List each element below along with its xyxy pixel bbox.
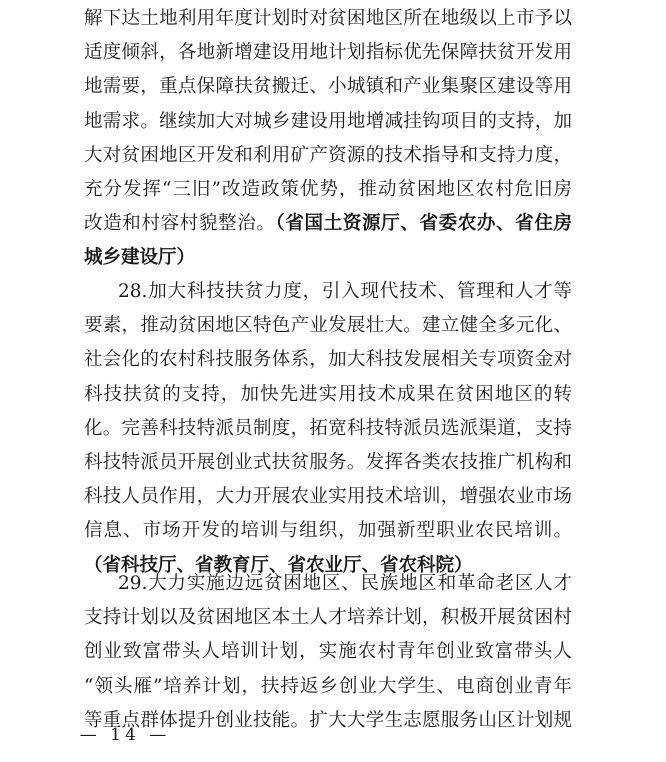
text-line: 信息、市场开发的培训与组织，加强新型职业农民培训。 [84,520,572,542]
responsible-agencies: （省国土资源厅、省委农办、省住房 [275,213,572,235]
text-line: 社会化的农村科技服务体系，加大科技发展相关专项资金对 [84,349,572,371]
text-line: 充分发挥“三旧”改造政策优势，推动贫困地区农村危旧房 [84,178,572,200]
text-line-mixed [84,207,572,241]
text-line: 地需要，重点保障扶贫搬迁、小城镇和产业集聚区建设等用 [84,76,572,98]
text-line: 等重点群体提升创业技能。扩大大学生志愿服务山区计划规 [84,709,572,731]
paragraph-28 [84,275,572,583]
text-line: 大对贫困地区开发和利用矿产资源的技术指导和支持力度， [84,144,572,166]
text-line: 创业致富带头人培训计划，实施农村青年创业致富带头人 [84,641,572,663]
paragraph-29 [84,567,572,738]
responsible-agencies-continued: 城乡建设厅） [84,247,196,269]
text-line: “领头雁”培养计划，扶持返乡创业大学生、电商创业青年 [84,675,572,697]
text-line: 化。完善科技特派员制度，拓宽科技特派员选派渠道，支持 [84,417,572,439]
text-line: 地需求。继续加大对城乡建设用地增减挂钩项目的支持，加 [84,110,572,132]
text-line: 支持计划以及贫困地区本土人才培养计划，积极开展贫困村 [84,607,572,629]
text-line: 适度倾斜，各地新增建设用地计划指标优先保障扶贫开发用 [84,42,572,64]
text-line: 科技人员作用，大力开展农业实用技术培训，增强农业市场 [84,486,572,508]
text-line: 科技扶贫的支持，加快先进实用技术成果在贫困地区的转 [84,383,572,405]
text-line-segment: 改造和村容村貌整治。 [84,213,276,235]
text-line: 科技特派员开展创业式扶贫服务。发挥各类农技推广机构和 [84,451,572,473]
text-line: 要素，推动贫困地区特色产业发展壮大。建立健全多元化、 [84,315,572,337]
paragraph-first-line: 28.加大科技扶贫力度，引入现代技术、管理和人才等 [118,281,572,302]
paragraph-27-tail [84,2,572,276]
text-line: 解下达土地利用年度计划时对贫困地区所在地级以上市予以 [84,8,572,29]
paragraph-first-line: 29.大力实施边远贫困地区、民族地区和革命老区人才 [118,573,572,594]
responsible-agencies: （省科技厅、省教育厅、省农业厅、省农科院） [84,554,473,576]
page-number: — 14 — [79,725,171,745]
